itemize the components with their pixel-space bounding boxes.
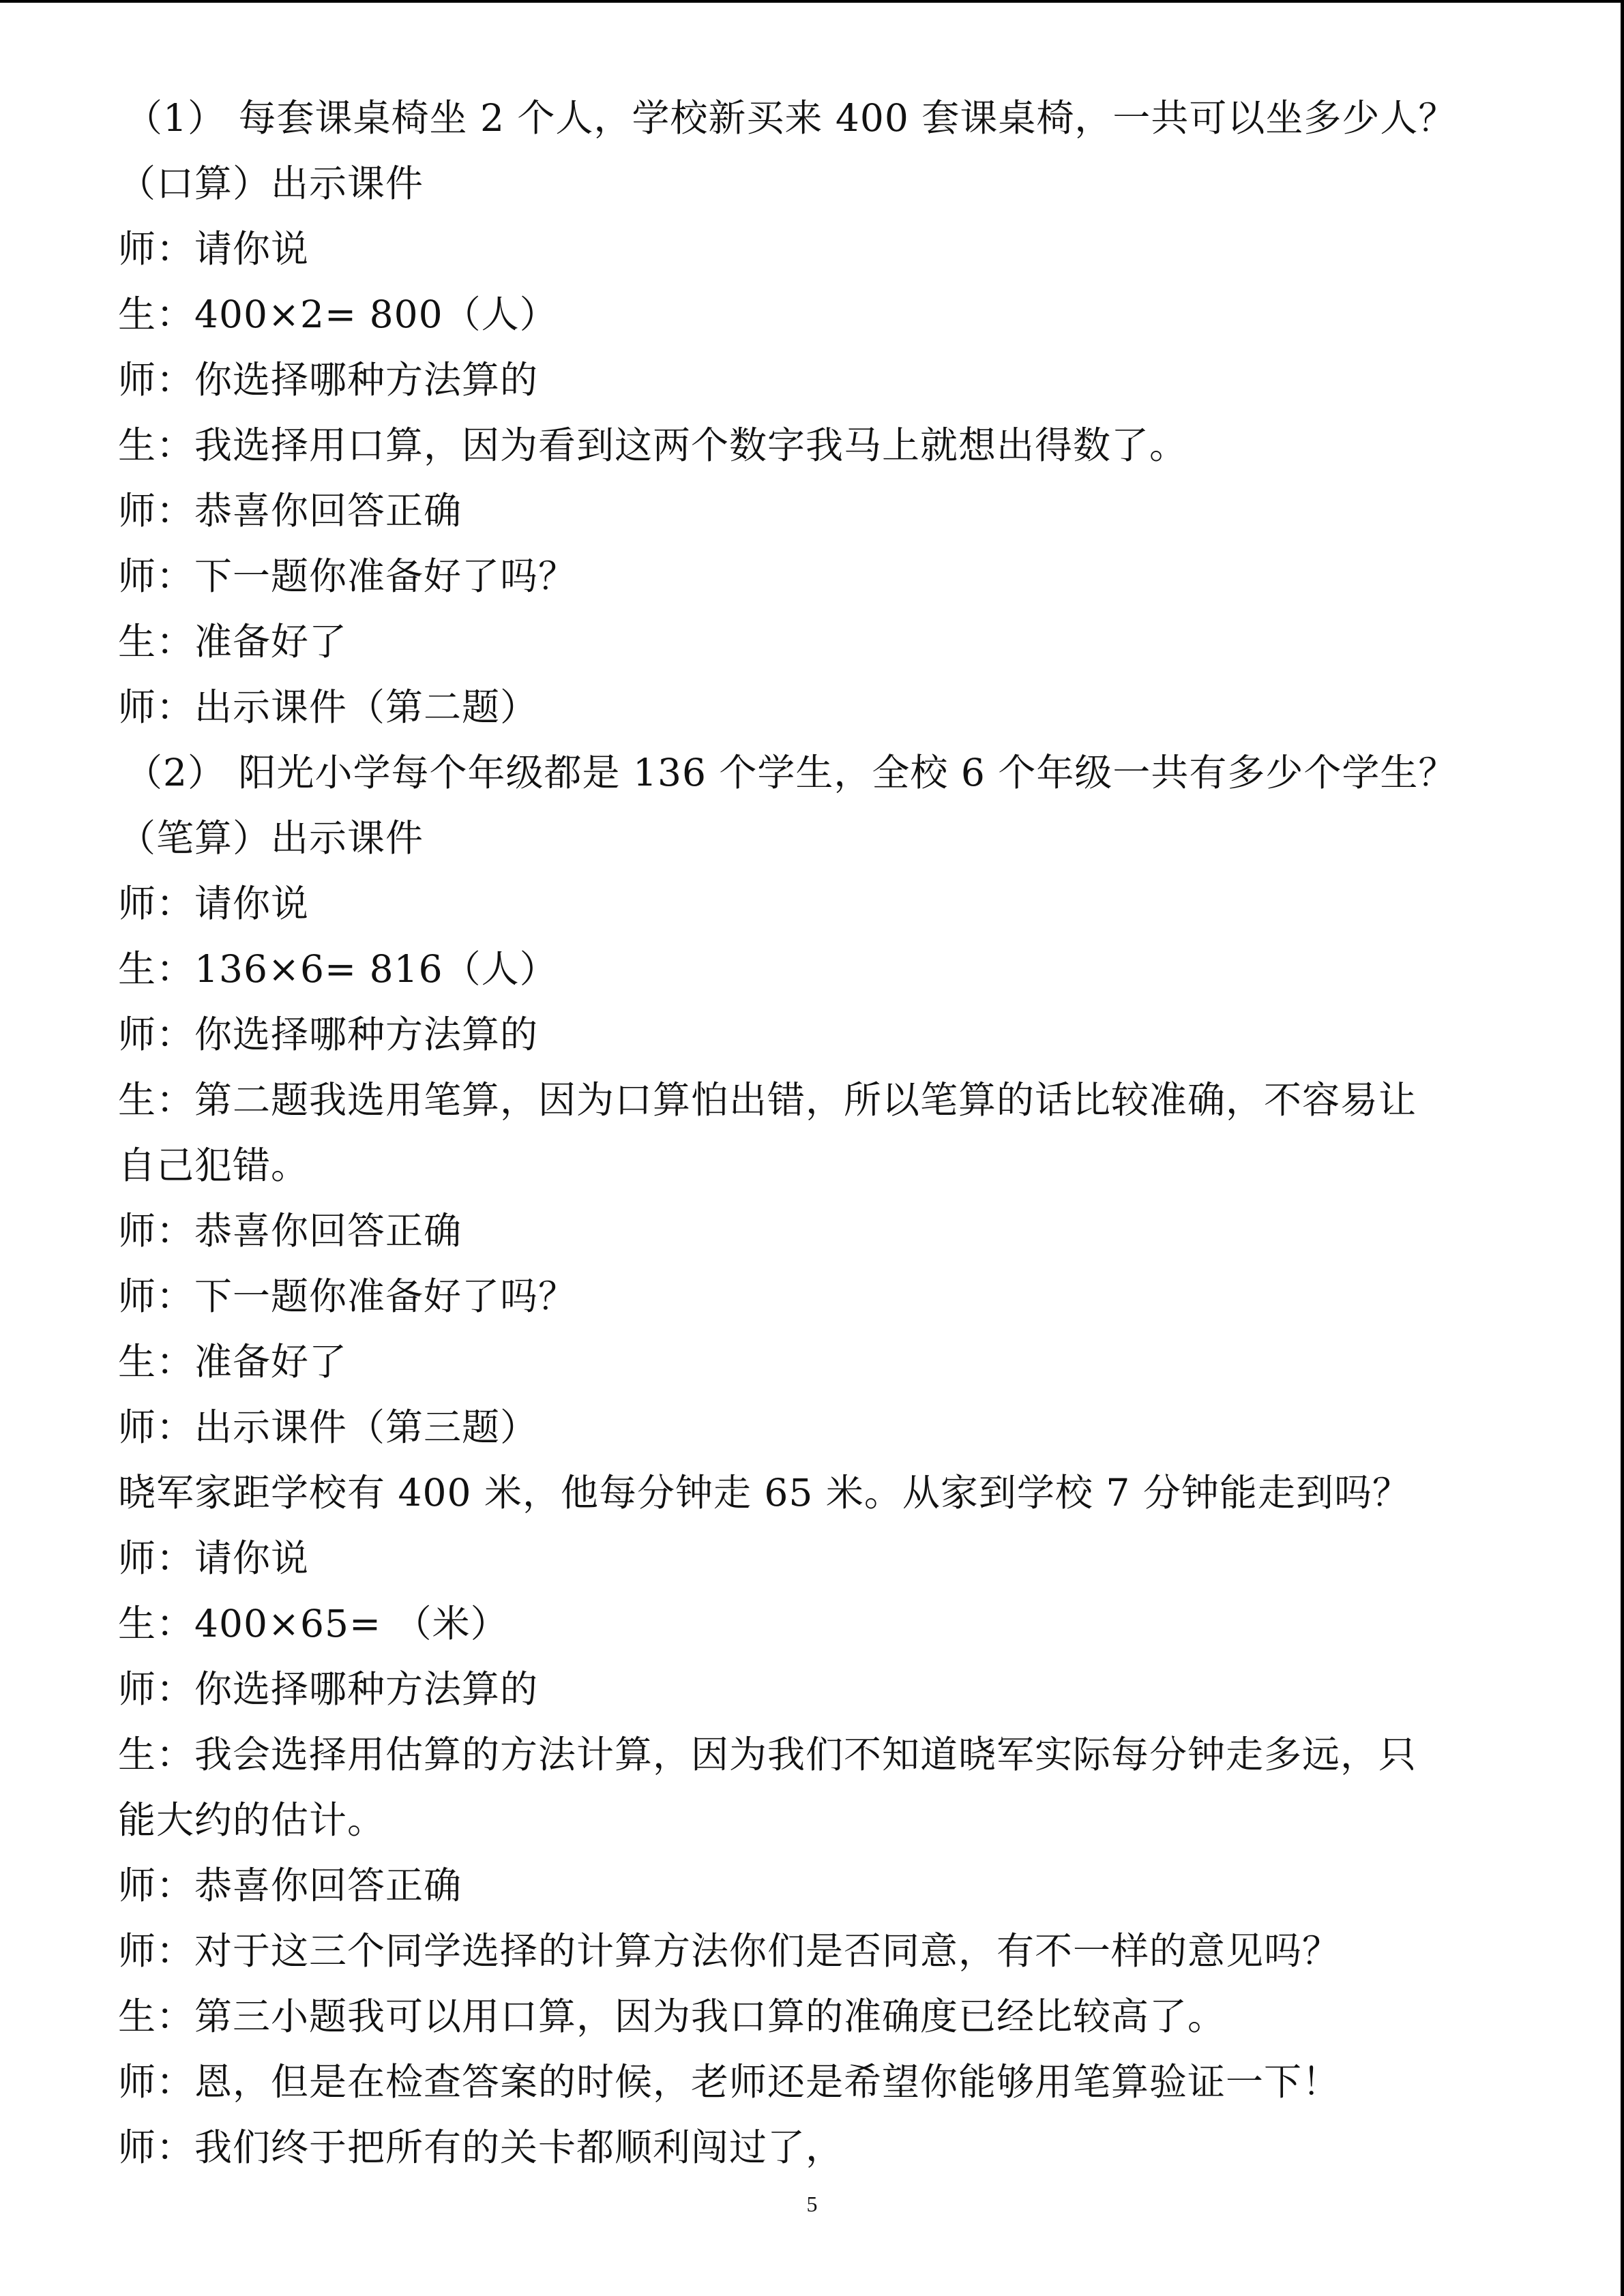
document-body: [118, 85, 1509, 2180]
dialogue-line: 师：恭喜你回答正确: [118, 489, 462, 533]
dialogue-line: 师：恭喜你回答正确: [118, 1209, 462, 1253]
question-1-text: （1） 每套课桌椅坐 2 个人，学校新买来 400 套课桌椅，一共可以坐多少人？: [125, 96, 1457, 140]
dialogue-line: 师：请你说: [118, 1536, 310, 1580]
dialogue-line: 师：下一题你准备好了吗？: [118, 1274, 577, 1318]
question-1-method: （口算）出示课件: [118, 162, 424, 205]
page-number: 5: [806, 2192, 818, 2216]
dialogue-line: 生：400×2= 800（人）: [118, 293, 558, 336]
dialogue-line: 师：对于这三个同学选择的计算方法你们是否同意，有不一样的意见吗？: [118, 1929, 1341, 1973]
dialogue-line: 师：请你说: [118, 882, 310, 925]
dialogue-line: 生：400×65= （米）: [118, 1602, 509, 1645]
dialogue-line: 生：准备好了: [118, 620, 348, 664]
dialogue-line-continuation: 自己犯错。: [118, 1144, 310, 1187]
dialogue-line: 生：我选择用口算，因为看到这两个数字我马上就想出得数了。: [118, 423, 1188, 467]
dialogue-line: 生：第三小题我可以用口算，因为我口算的准确度已经比较高了。: [118, 1995, 1226, 2038]
dialogue-line: 师：你选择哪种方法算的: [118, 358, 539, 402]
page-top-border: [0, 0, 1624, 3]
question-2-text: （2） 阳光小学每个年级都是 136 个学生，全校 6 个年级一共有多少个学生？: [125, 751, 1457, 794]
dialogue-line: 师：我们终于把所有的关卡都顺利闯过了，: [118, 2126, 844, 2169]
dialogue-line: 生：我会选择用估算的方法计算，因为我们不知道晓军实际每分钟走多远，只: [118, 1733, 1417, 1776]
dialogue-line: 师：下一题你准备好了吗？: [118, 554, 577, 598]
question-3-text: 晓军家距学校有 400 米，他每分钟走 65 米。从家到学校 7 分钟能走到吗？: [118, 1471, 1411, 1515]
dialogue-line: 生：136×6= 816（人）: [118, 947, 558, 991]
dialogue-line: 师：出示课件（第二题）: [118, 685, 539, 729]
dialogue-line: 师：恭喜你回答正确: [118, 1864, 462, 1907]
dialogue-line: 师：你选择哪种方法算的: [118, 1013, 539, 1056]
dialogue-line-continuation: 能大约的估计。: [118, 1798, 386, 1842]
dialogue-line: 生：准备好了: [118, 1340, 348, 1384]
question-2-method: （笔算）出示课件: [118, 816, 424, 860]
dialogue-line: 师：恩，但是在检查答案的时候，老师还是希望你能够用笔算验证一下！: [118, 2060, 1341, 2104]
dialogue-line: 生：第二题我选用笔算，因为口算怕出错，所以笔算的话比较准确，不容易让: [118, 1078, 1417, 1122]
dialogue-line: 师：请你说: [118, 227, 310, 271]
dialogue-line: 师：你选择哪种方法算的: [118, 1667, 539, 1711]
page-right-border: [1621, 0, 1624, 2296]
dialogue-line: 师：出示课件（第三题）: [118, 1405, 539, 1449]
